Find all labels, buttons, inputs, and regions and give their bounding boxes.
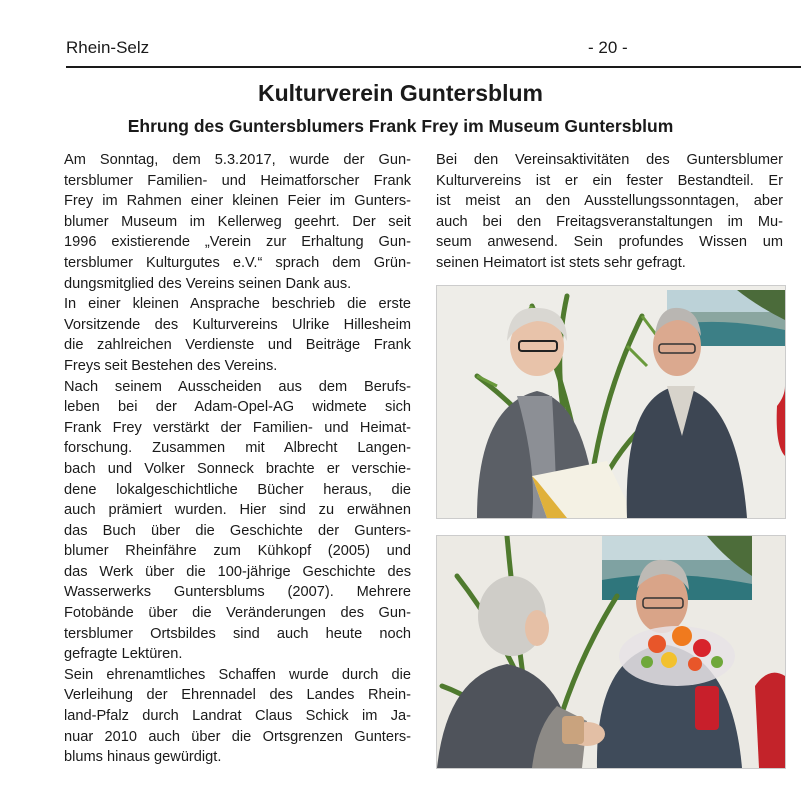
- photo-flower-presentation: [436, 535, 786, 769]
- text-line: bach und Volker Sonneck brachte er verschie-: [64, 460, 411, 477]
- text-line: blumer Museum im Kellerweg geehrt. Der seit: [64, 213, 411, 230]
- photo-certificate-presentation: [436, 285, 786, 519]
- right-text-column: [436, 150, 783, 274]
- text-line: das Buch über die Geschichte der Gunters-: [64, 522, 411, 539]
- text-line: leben bei der Adam-Opel-AG widmete sich: [64, 399, 411, 416]
- text-line: Vorsitzende des Kulturvereins Ulrike Hillesheim: [64, 316, 411, 333]
- page-header: [66, 38, 801, 60]
- text-line: Fotobände über die Veränderungen des Gun-: [64, 605, 411, 622]
- text-line: In einer kleinen Ansprache beschrieb die erste: [64, 296, 411, 313]
- text-line: gefragte Lektüren.: [64, 646, 183, 663]
- text-line: Am Sonntag, dem 5.3.2017, wurde der Gun-: [64, 152, 411, 168]
- text-line: Freys seit Bestehen des Vereins.: [64, 357, 278, 374]
- text-line: seinen Heimatort ist stets sehr gefragt.: [436, 254, 686, 271]
- text-line: seum anwesend. Sein profundes Wissen um: [436, 234, 783, 251]
- text-line: Kulturvereins ist er ein fester Bestandteil. Er: [436, 172, 783, 189]
- text-line: ist meist an den Ausstellungssonntagen, aber: [436, 193, 783, 210]
- text-line: Nach seinem Ausscheiden aus dem Berufs-: [64, 378, 411, 395]
- text-line: Frank Frey verstärkt der Familien- und Heimat-: [64, 419, 411, 436]
- text-line: land-Pfalz durch Landrat Claus Schick im Ja-: [64, 708, 411, 725]
- page-number: - 20 -: [588, 38, 628, 57]
- text-line: dene lokalgeschichtliche Bücher heraus, die: [64, 481, 411, 498]
- article-title: Kulturverein Guntersblum: [258, 80, 543, 106]
- text-line: auch prämiert wurden. Hier sind zu erwähnen: [64, 502, 411, 519]
- text-line: dungsmitglied des Vereins seinen Dank aus.: [64, 275, 352, 292]
- text-line: das Werk über die 100-jährige Geschichte des: [64, 563, 411, 580]
- article-subtitle: Ehrung des Guntersblumers Frank Frey im Museum Guntersblum: [127, 116, 674, 136]
- left-text-column: [64, 150, 411, 768]
- text-line: tersblumer Familien- und Heimatforscher Frank: [64, 172, 411, 189]
- text-line: Frey im Rahmen einer kleinen Feier im Gunters-: [64, 193, 411, 210]
- text-line: nuar 2010 auch über die Ortsgrenzen Gunters-: [64, 728, 411, 745]
- text-line: blums hinaus gewürdigt.: [64, 749, 222, 766]
- text-line: Sein ehrenamtliches Schaffen wurde durch die: [64, 666, 411, 683]
- text-line: Wasserwerks Guntersblums (2007). Mehrere: [64, 584, 411, 601]
- text-line: blumer Rheinfähre zum Kühkopf (2005) und: [64, 543, 411, 560]
- text-line: Bei den Vereinsaktivitäten des Guntersblumer: [436, 152, 783, 168]
- section-name: Rhein-Selz: [66, 38, 150, 57]
- text-line: forschung. Zusammen mit Albrecht Langen-: [64, 440, 411, 457]
- text-line: Verleihung der Ehrennadel des Landes Rhein-: [64, 687, 411, 704]
- text-line: auch bei den Freitagsveranstaltungen im Mu-: [436, 213, 783, 230]
- text-line: tersblumer Ortsbildes sind auch heute noch: [64, 625, 411, 642]
- text-line: die zahlreichen Verdienste und Beiträge Frank: [64, 337, 411, 354]
- text-line: tersblumer Kulturgutes e.V.“ sprach dem Grün-: [64, 254, 411, 271]
- text-line: 1996 existierende „Verein zur Erhaltung Gun-: [64, 234, 411, 251]
- header-divider: [66, 66, 801, 68]
